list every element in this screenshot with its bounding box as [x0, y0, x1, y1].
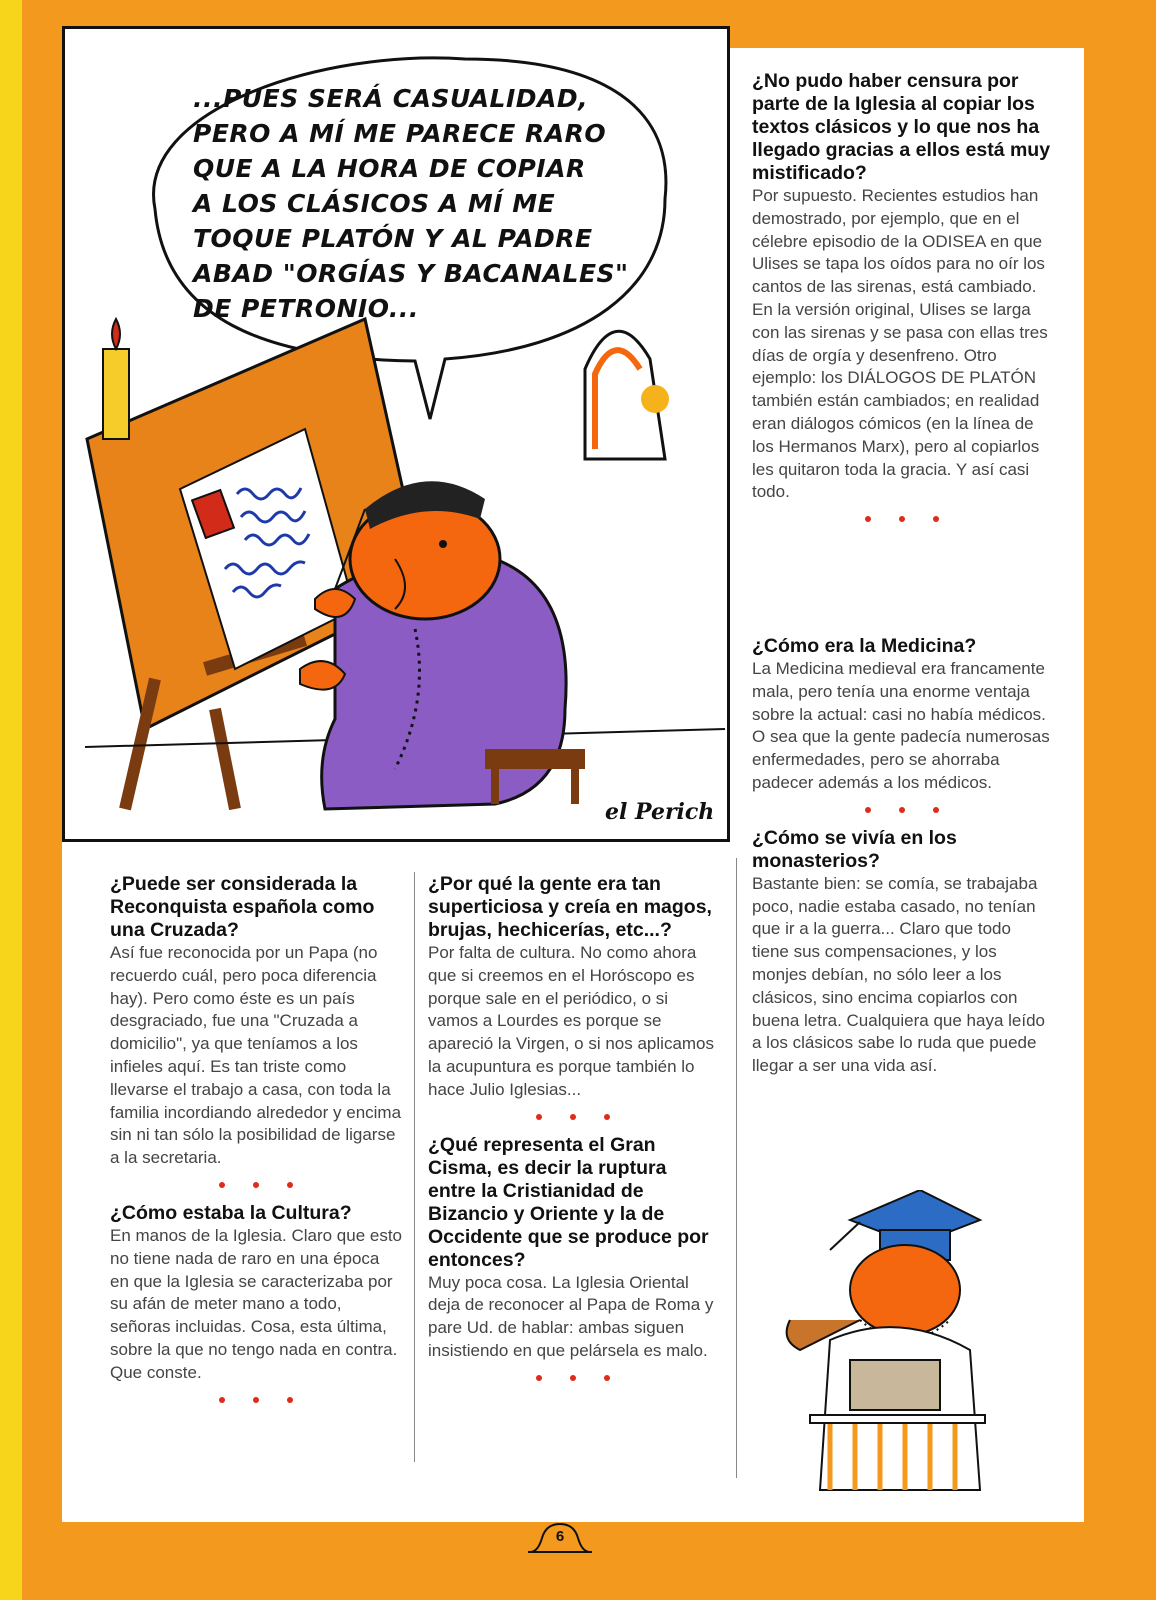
section-separator — [752, 516, 1052, 522]
section-separator — [752, 807, 1052, 813]
article-answer: Por supuesto. Recientes estudios han demostrado, por ejemplo, que en el célebre episodio de la ODISEA en que Ulises se tapa los oídos para no oír los cantos de las sirenas, está cambiado. En la versión original, Ulises se larga con las sirenas y se pasa con ellas tres días de orgía y desenfreno. Otro ejemplo: los DIÁLOGOS DE PLATÓN también están cambiados; en realidad eran diálogos cómicos (en la línea de los Hermanos Marx), pero al copiarlos les quitaron toda la gracia. Y así casi todo. — [752, 186, 1048, 502]
article-column-left — [110, 873, 402, 1417]
section-separator — [428, 1114, 718, 1120]
article-monasterios — [752, 827, 1052, 1078]
speech-bubble-text: ...PUES SERÁ CASUALIDAD, PERO A MÍ ME PARECE RARO QUE A LA HORA DE COPIAR A LOS CLÁSICOS A MÍ ME TOQUE PLATÓN Y AL PADRE ABAD "ORGÍAS Y BACANALES" DE PETRONIO... — [193, 84, 629, 323]
article-question: ¿No pudo haber censura por parte de la Iglesia al copiar los textos clásicos y lo que nos ha llegado gracias a ellos está muy mistificado? — [752, 70, 1051, 184]
article-answer: Muy poca cosa. La Iglesia Oriental deja de reconocer al Papa de Roma y pare Ud. de hablar: ambas siguen insistiendo en que pelársela es malo. — [428, 1272, 714, 1360]
section-separator — [110, 1182, 402, 1188]
article-answer: Bastante bien: se comía, se trabajaba poco, nadie estaba casado, no tenían que ir a la guerra... Claro que todo tiene sus compensaciones, y los monjes debían, no sólo leer a los clásicos, sino encima copiarlos con buena letra. Cualquiera que haya leído a los clásicos sabe lo ruda que puede llegar a ser una vida así. — [752, 873, 1045, 1076]
article-question: ¿Por qué la gente era tan superticiosa y creía en magos, brujas, hechicerías, etc...? — [428, 873, 712, 941]
article-reconquista — [110, 873, 402, 1170]
candle — [103, 349, 129, 439]
article-question: ¿Cómo estaba la Cultura? — [110, 1201, 352, 1224]
article-answer: La Medicina medieval era francamente mala, pero tenía una enorme ventaja sobre la actual: casi no había médicos. O sea que la gente padecía numerosas enfermedades, pero se ahorraba padecer además a los médicos. — [752, 659, 1050, 792]
scholar-head — [850, 1245, 960, 1335]
column-divider — [736, 858, 737, 1478]
article-column-middle — [428, 873, 718, 1395]
section-separator — [428, 1375, 718, 1381]
article-cultura — [110, 1202, 402, 1385]
article-question: ¿Cómo se vivía en los monasterios? — [752, 826, 957, 872]
section-separator — [110, 1397, 402, 1403]
cartoon-panel — [62, 26, 730, 842]
article-answer: En manos de la Iglesia. Claro que esto no tiene nada de raro en una época en que la Iglesia se caracterizaba por su afán de meter mano a todo, señoras incluidas. Cosa, esta última, sobre la que no tengo nada en contra. Que conste. — [110, 1225, 403, 1382]
article-medicina — [752, 635, 1052, 795]
article-column-right-lower — [752, 635, 1052, 1078]
page-number: 6 — [555, 1528, 565, 1545]
article-question: ¿Cómo era la Medicina? — [752, 635, 977, 657]
candle-flame-icon — [112, 319, 120, 349]
article-answer: Por falta de cultura. No como ahora que si creemos en el Horóscopo es porque sale en el periódico, o si vamos a Lourdes es porque se apareció la Virgen, o si nos aplicamos la acupuntura es porque también lo hace Julio Iglesias... — [428, 943, 715, 1099]
scholar-illustration — [770, 1190, 1000, 1520]
article-question: ¿Puede ser considerada la Reconquista española como una Cruzada? — [110, 873, 375, 941]
article-cisma — [428, 1134, 718, 1363]
column-divider — [414, 872, 415, 1462]
article-answer: Así fue reconocida por un Papa (no recuerdo cuál, pero poca diferencia hay). Pero como éste es un país desgraciado, fue una "Cruzada a domicilio", ya que teníamos a los infieles aquí. Es tan triste como llevarse el trabajo a casa, con toda la familia incordiando alrededor y encima sin ni tan sólo la posibilidad de ligarse a la secretaria. — [110, 943, 402, 1168]
artist-signature: el Perich — [605, 799, 715, 825]
scholar-book — [850, 1360, 940, 1410]
page-number-badge — [524, 1518, 596, 1558]
article-censura — [752, 70, 1052, 536]
article-supersticion — [428, 873, 718, 1102]
sun-icon — [641, 385, 669, 413]
article-question: ¿Qué representa el Gran Cisma, es decir la ruptura entre la Cristianidad de Bizancio y Oriente y la de Occidente que se produce por entonces? — [428, 1133, 709, 1271]
page-edge-strip — [0, 0, 22, 1600]
